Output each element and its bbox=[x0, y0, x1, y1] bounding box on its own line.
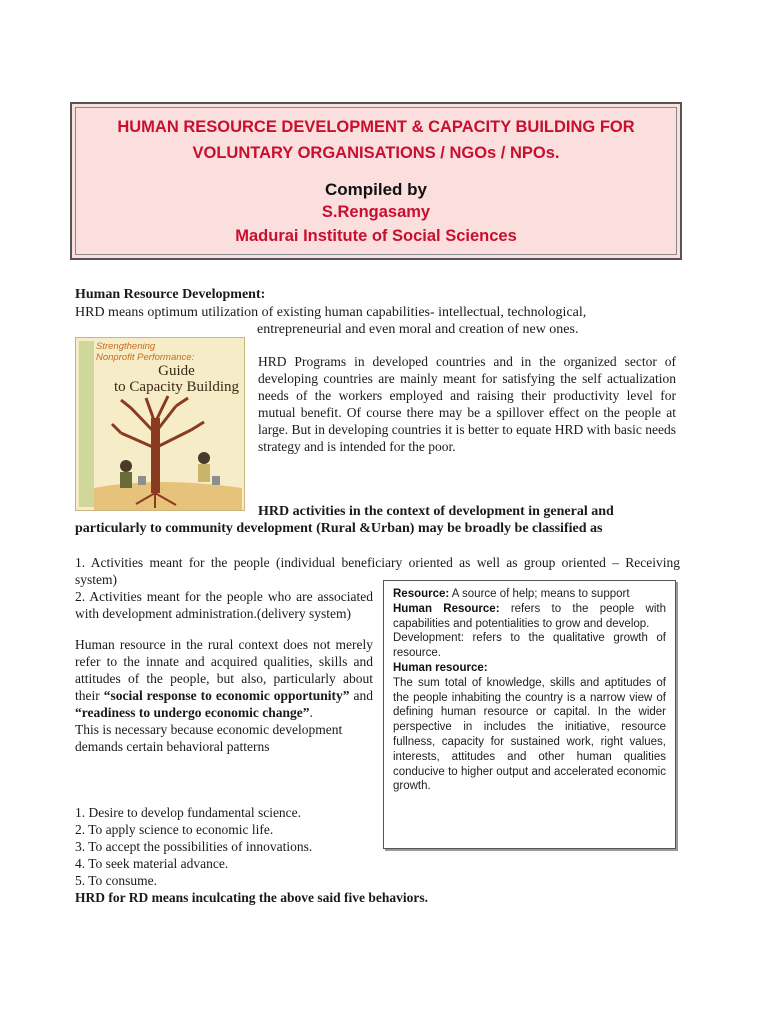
rural-text-a: Human resource in the rural context does not merely refer to the innate and acquired qualities, skills and attitudes of the people, but also, particularly about their bbox=[75, 637, 373, 703]
book-title bbox=[114, 363, 239, 395]
intro-line-2: entrepreneurial and even moral and creation of new ones. bbox=[257, 322, 579, 337]
development-definition: Development: refers to the qualitative growth of resource. bbox=[393, 632, 666, 660]
rural-text-b: and bbox=[349, 688, 373, 703]
title-line-1: HUMAN RESOURCE DEVELOPMENT & CAPACITY BUILDING FOR bbox=[117, 118, 635, 136]
left-column bbox=[75, 588, 373, 769]
activity-list-item-1: 1. Activities meant for the people (individual beneficiary oriented as well as group oriented – Receiving system) bbox=[75, 555, 680, 587]
hrd-rd-statement: HRD for RD means inculcating the above said five behaviors. bbox=[75, 890, 428, 905]
list-item: 3. To accept the possibilities of innovations. bbox=[75, 839, 313, 854]
necessary-paragraph: This is necessary because economic development demands certain behavioral patterns bbox=[75, 722, 343, 754]
activities-heading bbox=[75, 503, 677, 537]
behaviors-list bbox=[75, 804, 375, 889]
human-resource-heading: Human resource: bbox=[393, 661, 488, 674]
human-resource-text: refers to the people with capabilities and potentialities to grow and develop. bbox=[393, 602, 666, 630]
resource-definition bbox=[393, 587, 666, 602]
book-line-1: Strengthening bbox=[96, 341, 156, 352]
definitions-box bbox=[383, 580, 676, 849]
intro-paragraph bbox=[75, 304, 665, 338]
list-item: 1. Desire to develop fundamental science. bbox=[75, 805, 302, 820]
human-resource-label: Human Resource: bbox=[393, 602, 500, 615]
list-item: 4. To seek material advance. bbox=[75, 856, 229, 871]
book-line-3: Guide bbox=[158, 363, 195, 379]
activities-line-1: HRD activities in the context of development in general and bbox=[258, 504, 614, 519]
human-resource-definition-2: The sum total of knowledge, skills and aptitudes of the people inhabiting the country is a narrow view of defining human resource or capital. In the wider perspective in includes the initiative, resource fullness, capacity for sustained work, right values, interests, attitudes and other human qualities conducive to higher output and accelerated economic growth. bbox=[393, 676, 666, 793]
activities-line-2: particularly to community development (Rural &Urban) may be broadly be classified as bbox=[75, 521, 603, 536]
list-item: 5. To consume. bbox=[75, 873, 158, 888]
book-cover-image bbox=[75, 337, 245, 511]
institute-name: Madurai Institute of Social Sciences bbox=[235, 227, 517, 245]
resource-text: A source of help; means to support bbox=[449, 588, 630, 600]
book-subtitle bbox=[96, 341, 194, 363]
book-line-2: Nonprofit Performance: bbox=[96, 352, 195, 363]
rural-context-paragraph bbox=[75, 636, 373, 721]
section-heading: Human Resource Development: bbox=[75, 287, 266, 302]
human-resource-label-2 bbox=[393, 661, 666, 676]
intro-line-1: HRD means optimum utilization of existing human capabilities- intellectual, technological, bbox=[75, 305, 587, 320]
programs-paragraph: HRD Programs in developed countries and in the organized sector of developing countries are mainly meant for satisfying the self actualization needs of the workers employed and raising their productivity level for mutual benefit. Of course there may be a spillover effect on the people at large. But in developing countries it is better to equate HRD with basic needs strategy and is intended for the poor. bbox=[258, 354, 676, 454]
title-box bbox=[70, 102, 682, 260]
rural-text-c: . bbox=[309, 705, 313, 720]
compiled-by-label: Compiled by bbox=[324, 180, 427, 199]
activity-list-item-2: 2. Activities meant for the people who are associated with development administration.(delivery system) bbox=[75, 589, 373, 621]
document-title bbox=[72, 114, 680, 166]
rural-bold-a: “social response to economic opportunity” bbox=[103, 688, 350, 703]
rural-bold-b: “readiness to undergo economic change” bbox=[75, 705, 310, 720]
author-name: S.Rengasamy bbox=[321, 203, 431, 221]
list-item: 2. To apply science to economic life. bbox=[75, 822, 274, 837]
book-line-4: to Capacity Building bbox=[114, 379, 239, 395]
human-resource-definition bbox=[393, 602, 666, 632]
resource-label: Resource: bbox=[393, 588, 450, 600]
title-line-2: VOLUNTARY ORGANISATIONS / NGOs / NPOs. bbox=[192, 144, 560, 162]
